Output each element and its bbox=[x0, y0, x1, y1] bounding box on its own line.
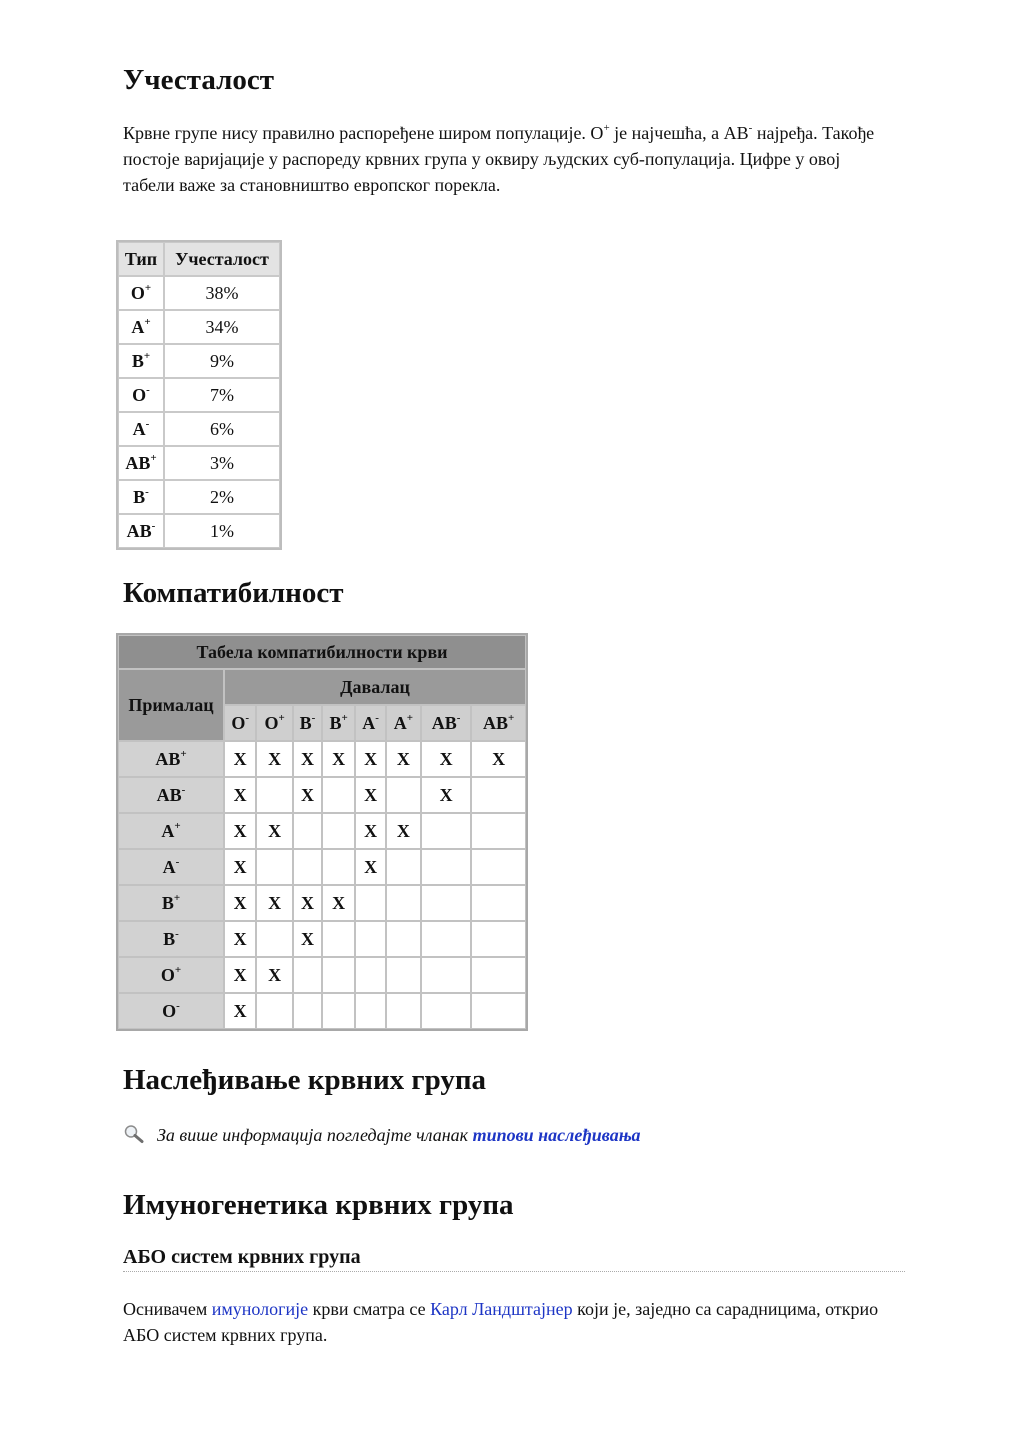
frequency-table-body bbox=[118, 276, 280, 548]
compatibility-cell: X bbox=[293, 885, 322, 921]
recipient-type-base: AB bbox=[155, 748, 181, 769]
compatibility-cell bbox=[293, 849, 322, 885]
compatibility-cell bbox=[322, 849, 355, 885]
recipient-type-base: A bbox=[161, 820, 175, 841]
recipient-type-base: B bbox=[163, 928, 176, 949]
compatibility-cell: X bbox=[256, 813, 293, 849]
recipient-type-sign: - bbox=[175, 855, 180, 868]
blood-type-sign: + bbox=[144, 281, 152, 294]
donor-type-header bbox=[471, 705, 526, 741]
frequency-row bbox=[118, 310, 280, 344]
compatibility-cell bbox=[355, 993, 386, 1029]
compatibility-cell: X bbox=[355, 777, 386, 813]
recipient-type-cell bbox=[118, 957, 224, 993]
compatibility-table-body bbox=[118, 741, 526, 1029]
recipient-type-base: B bbox=[161, 892, 174, 913]
compatibility-cell bbox=[322, 993, 355, 1029]
compatibility-cell bbox=[386, 885, 421, 921]
compatibility-cell bbox=[355, 885, 386, 921]
blood-type-cell bbox=[118, 514, 164, 548]
immunology-link[interactable]: имунологије bbox=[211, 1299, 309, 1319]
compatibility-cell bbox=[421, 813, 471, 849]
donor-type-header bbox=[355, 705, 386, 741]
compatibility-cell: X bbox=[224, 777, 256, 813]
immuno-text-3: који је, заједно са сарадницима, открио АБО систем крвних група. bbox=[123, 1299, 879, 1345]
compatibility-cell bbox=[471, 957, 526, 993]
compatibility-cell bbox=[421, 885, 471, 921]
blood-type-sign: - bbox=[145, 485, 149, 498]
compatibility-table-title: Табела компатибилности крви bbox=[118, 635, 526, 669]
donor-type-sign: - bbox=[375, 711, 379, 724]
compatibility-cell: X bbox=[224, 921, 256, 957]
donor-type-base: B bbox=[299, 712, 312, 733]
immuno-text-1: Оснивачем bbox=[123, 1299, 212, 1319]
blood-type-cell bbox=[118, 344, 164, 378]
blood-type-sign: + bbox=[144, 315, 151, 328]
donor-type-sign: + bbox=[508, 711, 515, 724]
compatibility-cell bbox=[256, 777, 293, 813]
compatibility-table bbox=[116, 633, 528, 1031]
compatibility-cell bbox=[386, 993, 421, 1029]
compatibility-cell bbox=[293, 993, 322, 1029]
frequency-text-1: Крвне групе нису правилно распоређене широм популације. О bbox=[123, 123, 604, 143]
compatibility-cell: X bbox=[355, 741, 386, 777]
blood-type-base: O bbox=[130, 282, 145, 303]
frequency-value: 1% bbox=[164, 514, 280, 548]
compatibility-cell bbox=[471, 921, 526, 957]
compatibility-cell bbox=[256, 849, 293, 885]
heading-compatibility: Компатибилност bbox=[123, 577, 344, 609]
donor-type-base: AB bbox=[482, 712, 508, 733]
blood-type-cell bbox=[118, 310, 164, 344]
compatibility-cell: X bbox=[421, 777, 471, 813]
frequency-value: 9% bbox=[164, 344, 280, 378]
donor-type-header bbox=[224, 705, 256, 741]
recipient-type-sign: - bbox=[181, 783, 186, 796]
recipient-type-sign: + bbox=[174, 819, 181, 832]
compatibility-row bbox=[118, 921, 526, 957]
compatibility-cell bbox=[355, 957, 386, 993]
blood-type-cell bbox=[118, 412, 164, 446]
recipient-type-cell bbox=[118, 777, 224, 813]
frequency-sup-1: + bbox=[603, 122, 610, 134]
frequency-text-3: најређа. Такође постоје варијације у распореду крвних група у оквиру људских суб-популација. Цифре у овој табели важе за становништво европског порекла. bbox=[123, 123, 875, 195]
frequency-table bbox=[116, 240, 282, 550]
compatibility-cell bbox=[322, 777, 355, 813]
blood-type-base: B bbox=[131, 350, 144, 371]
compatibility-cell: X bbox=[224, 741, 256, 777]
blood-type-cell bbox=[118, 276, 164, 310]
recipient-header: Прималац bbox=[118, 669, 224, 741]
compatibility-cell: X bbox=[293, 777, 322, 813]
donor-type-base: O bbox=[231, 712, 246, 733]
heading-immunogenetics: Имуногенетика крвних група bbox=[123, 1189, 514, 1221]
see-also-text: За више информација погледајте чланак bbox=[157, 1125, 473, 1145]
col-header-frequency: Учесталост bbox=[164, 242, 280, 276]
blood-type-base: B bbox=[133, 486, 146, 507]
subheading-abo: АБО систем крвних група bbox=[123, 1246, 361, 1268]
compatibility-row bbox=[118, 957, 526, 993]
compatibility-cell bbox=[293, 957, 322, 993]
blood-type-sign: - bbox=[146, 383, 150, 396]
recipient-type-cell bbox=[118, 921, 224, 957]
heading-frequency: Учесталост bbox=[123, 64, 274, 96]
compatibility-cell bbox=[322, 957, 355, 993]
landsteiner-link[interactable]: Карл Ландштајнер bbox=[430, 1299, 573, 1319]
recipient-type-sign: + bbox=[173, 891, 181, 904]
recipient-type-cell bbox=[118, 993, 224, 1029]
compatibility-cell bbox=[386, 921, 421, 957]
compatibility-row bbox=[118, 777, 526, 813]
donor-type-header bbox=[293, 705, 322, 741]
frequency-row bbox=[118, 378, 280, 412]
recipient-type-cell bbox=[118, 741, 224, 777]
donor-header: Давалац bbox=[224, 669, 526, 705]
frequency-text-2: је најчешћа, а АВ bbox=[609, 123, 749, 143]
compatibility-cell: X bbox=[355, 813, 386, 849]
heading-inheritance: Наслеђивање крвних група bbox=[123, 1064, 487, 1096]
frequency-row bbox=[118, 412, 280, 446]
blood-type-cell bbox=[118, 378, 164, 412]
blood-type-base: O bbox=[132, 384, 147, 405]
compatibility-cell bbox=[471, 813, 526, 849]
compatibility-cell: X bbox=[224, 993, 256, 1029]
frequency-value: 7% bbox=[164, 378, 280, 412]
donor-type-base: B bbox=[329, 712, 342, 733]
compatibility-cell: X bbox=[322, 741, 355, 777]
donor-type-base: AB bbox=[431, 712, 457, 733]
compatibility-cell: X bbox=[256, 741, 293, 777]
immunogenetics-paragraph bbox=[123, 1296, 883, 1348]
compatibility-cell: X bbox=[355, 849, 386, 885]
compatibility-cell: X bbox=[256, 885, 293, 921]
frequency-row bbox=[118, 446, 280, 480]
donor-type-base: O bbox=[264, 712, 279, 733]
donor-type-sign: + bbox=[341, 711, 348, 724]
donor-type-header bbox=[256, 705, 293, 741]
donor-type-base: A bbox=[362, 712, 376, 733]
compatibility-cell bbox=[421, 849, 471, 885]
compatibility-row bbox=[118, 741, 526, 777]
immuno-text-2: крви сматра се bbox=[308, 1299, 431, 1319]
compatibility-cell: X bbox=[293, 921, 322, 957]
compatibility-cell bbox=[471, 993, 526, 1029]
blood-type-sign: - bbox=[145, 417, 150, 430]
compatibility-cell: X bbox=[224, 885, 256, 921]
inheritance-types-link[interactable]: типови наслеђивања bbox=[472, 1125, 641, 1145]
donor-type-sign: - bbox=[245, 711, 249, 724]
recipient-type-sign: + bbox=[174, 963, 182, 976]
compatibility-cell: X bbox=[224, 849, 256, 885]
blood-type-base: AB bbox=[126, 520, 152, 541]
recipient-type-cell bbox=[118, 849, 224, 885]
compatibility-cell bbox=[256, 921, 293, 957]
frequency-sup-2: - bbox=[748, 122, 753, 134]
blood-type-sign: + bbox=[143, 349, 151, 362]
donor-type-header bbox=[322, 705, 355, 741]
compatibility-cell bbox=[471, 849, 526, 885]
compatibility-cell bbox=[386, 849, 421, 885]
recipient-type-base: AB bbox=[156, 784, 182, 805]
compatibility-row bbox=[118, 849, 526, 885]
compatibility-cell bbox=[355, 921, 386, 957]
see-also-note bbox=[123, 1124, 641, 1146]
frequency-value: 34% bbox=[164, 310, 280, 344]
frequency-row bbox=[118, 344, 280, 378]
subheading-container bbox=[123, 1245, 905, 1272]
compatibility-cell bbox=[421, 957, 471, 993]
donor-type-sign: - bbox=[456, 711, 461, 724]
compatibility-cell: X bbox=[256, 957, 293, 993]
magnifier-icon bbox=[123, 1124, 145, 1144]
frequency-paragraph bbox=[123, 120, 883, 198]
compatibility-cell: X bbox=[224, 957, 256, 993]
col-header-type: Тип bbox=[118, 242, 164, 276]
donor-type-header bbox=[386, 705, 421, 741]
blood-type-sign: + bbox=[150, 451, 157, 464]
recipient-type-cell bbox=[118, 813, 224, 849]
compatibility-cell bbox=[386, 777, 421, 813]
frequency-row bbox=[118, 480, 280, 514]
frequency-value: 2% bbox=[164, 480, 280, 514]
compatibility-cell bbox=[322, 813, 355, 849]
frequency-value: 3% bbox=[164, 446, 280, 480]
compatibility-cell bbox=[421, 993, 471, 1029]
compatibility-cell bbox=[256, 993, 293, 1029]
compatibility-cell: X bbox=[386, 741, 421, 777]
donor-type-header bbox=[421, 705, 471, 741]
blood-type-cell bbox=[118, 446, 164, 480]
blood-type-base: A bbox=[131, 316, 145, 337]
compatibility-cell: X bbox=[386, 813, 421, 849]
compatibility-cell bbox=[293, 813, 322, 849]
compatibility-cell: X bbox=[471, 741, 526, 777]
recipient-type-base: O bbox=[160, 964, 175, 985]
donor-type-base: A bbox=[393, 712, 407, 733]
compatibility-cell: X bbox=[421, 741, 471, 777]
compatibility-row bbox=[118, 885, 526, 921]
recipient-type-sign: - bbox=[176, 999, 180, 1012]
donor-type-sign: - bbox=[311, 711, 316, 724]
compatibility-cell bbox=[471, 777, 526, 813]
blood-type-sign: - bbox=[151, 519, 156, 532]
compatibility-cell bbox=[386, 957, 421, 993]
compatibility-cell: X bbox=[224, 813, 256, 849]
blood-type-base: AB bbox=[125, 452, 151, 473]
recipient-type-base: A bbox=[162, 856, 176, 877]
recipient-type-cell bbox=[118, 885, 224, 921]
donor-type-sign: + bbox=[278, 711, 285, 724]
frequency-row bbox=[118, 514, 280, 548]
compatibility-cell bbox=[322, 921, 355, 957]
compatibility-cell: X bbox=[322, 885, 355, 921]
frequency-value: 6% bbox=[164, 412, 280, 446]
blood-type-cell bbox=[118, 480, 164, 514]
recipient-type-base: O bbox=[162, 1000, 177, 1021]
recipient-type-sign: + bbox=[180, 747, 187, 760]
compatibility-row bbox=[118, 813, 526, 849]
blood-type-base: A bbox=[132, 418, 146, 439]
frequency-row bbox=[118, 276, 280, 310]
compatibility-cell bbox=[421, 921, 471, 957]
donor-type-sign: + bbox=[406, 711, 414, 724]
compatibility-cell: X bbox=[293, 741, 322, 777]
compatibility-row bbox=[118, 993, 526, 1029]
recipient-type-sign: - bbox=[175, 927, 179, 940]
compatibility-cell bbox=[471, 885, 526, 921]
frequency-value: 38% bbox=[164, 276, 280, 310]
